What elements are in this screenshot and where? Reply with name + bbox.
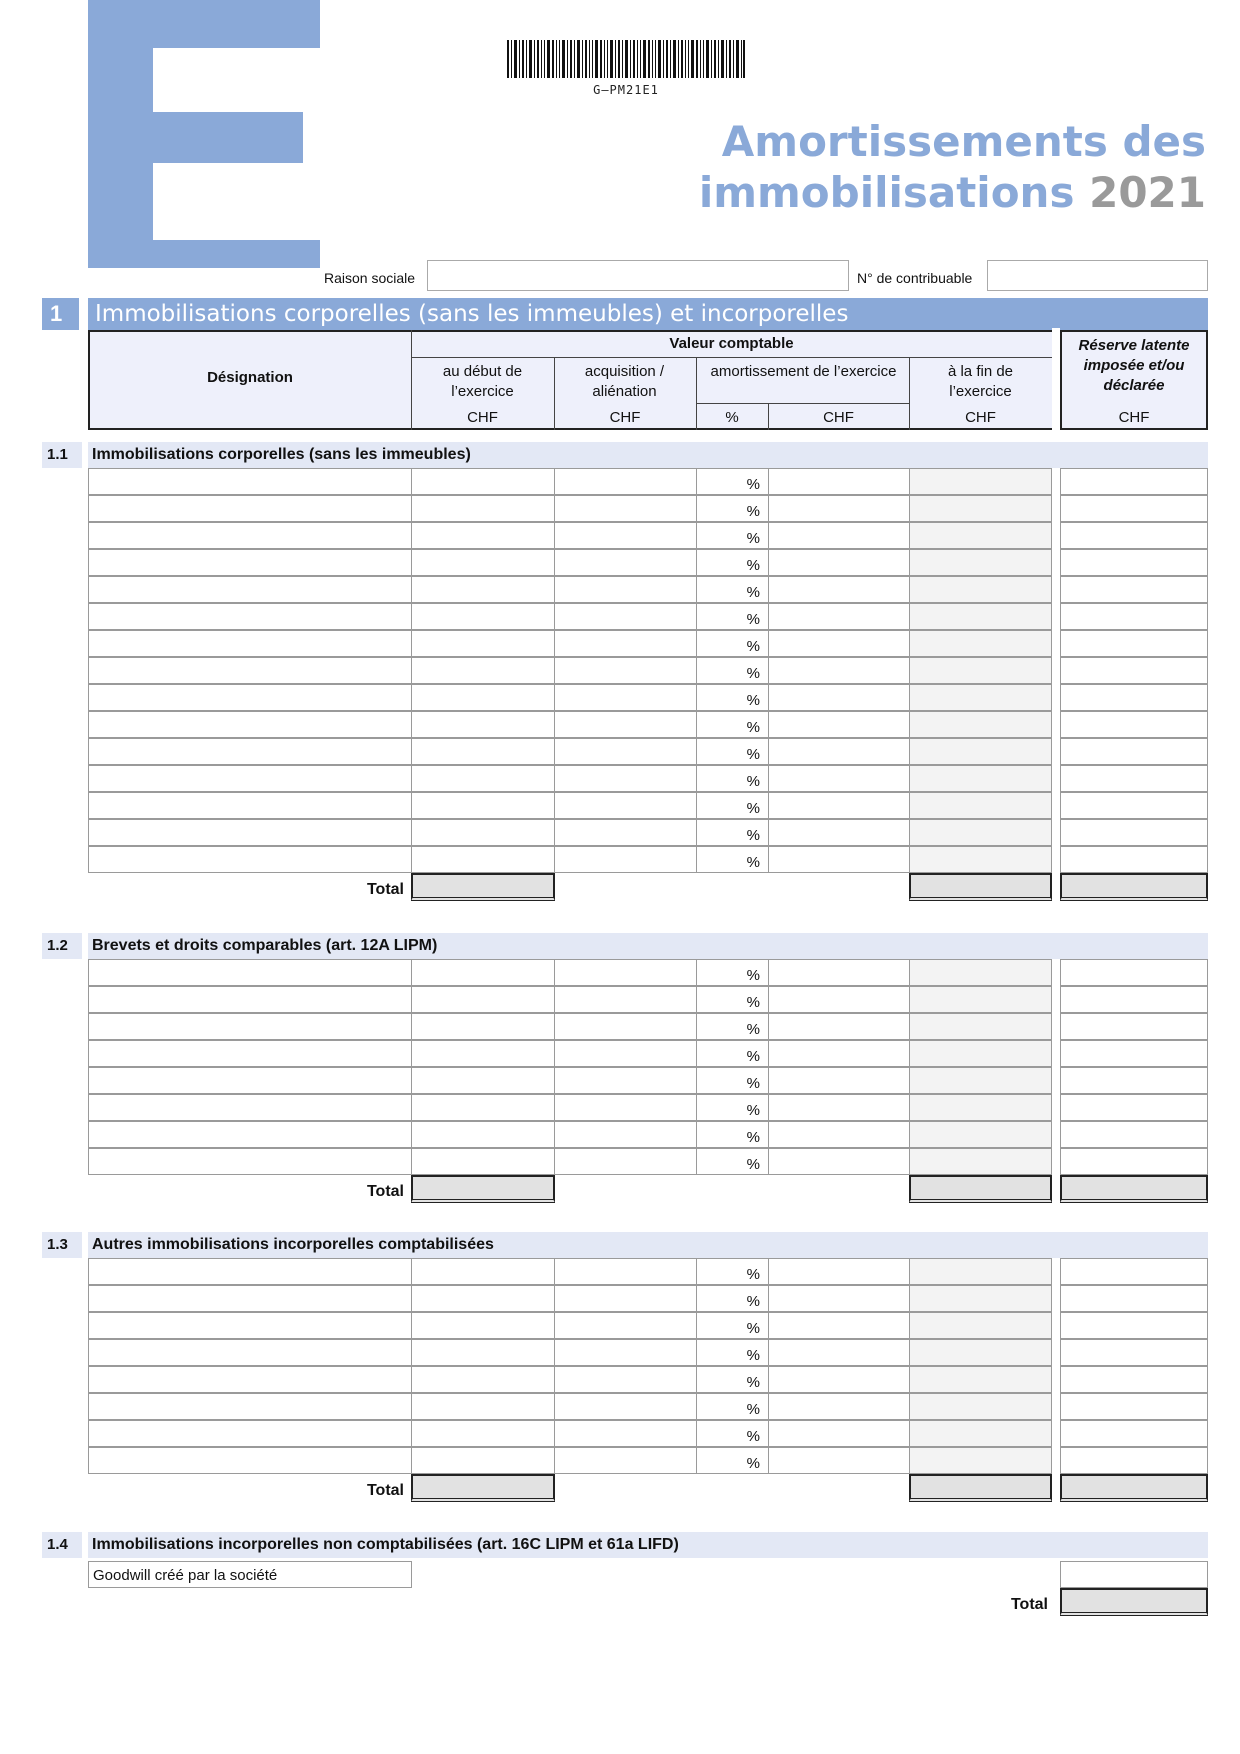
amort-pct-cell[interactable]: % [696,1094,769,1121]
amort-pct-cell[interactable]: % [696,603,769,630]
acquisition-cell[interactable] [554,1339,697,1366]
page-title [699,116,1206,218]
amort-pct-cell[interactable]: % [696,468,769,495]
amort-pct-cell[interactable]: % [696,1393,769,1420]
debut-cell[interactable] [411,819,555,846]
designation-cell[interactable] [88,959,412,986]
debut-cell[interactable] [411,522,555,549]
amort-pct-cell[interactable]: % [696,1258,769,1285]
amort-pct-cell[interactable]: % [696,684,769,711]
debut-cell[interactable] [411,576,555,603]
subsection-title: Brevets et droits comparables (art. 12A LIPM) [88,933,1208,959]
designation-cell[interactable] [88,765,412,792]
table-row [0,1393,1240,1420]
acquisition-cell[interactable] [554,495,697,522]
subsection-title: Autres immobilisations incorporelles comptabilisées [88,1232,1208,1258]
fin-cell [909,576,1052,603]
reserve-cell[interactable] [1060,1040,1208,1067]
fin-cell [909,846,1052,873]
contribuable-label: N° de contribuable [857,270,973,286]
table-row [0,959,1240,986]
acquisition-cell[interactable] [554,603,697,630]
reserve-cell[interactable] [1060,549,1208,576]
amort-pct-cell[interactable]: % [696,765,769,792]
total-reserve-field[interactable] [1060,873,1208,901]
fin-cell [909,603,1052,630]
amort-chf-cell[interactable] [768,1121,910,1148]
designation-cell[interactable] [88,657,412,684]
fin-cell [909,819,1052,846]
amort-pct-cell[interactable]: % [696,522,769,549]
total-reserve-field[interactable] [1060,1588,1208,1616]
reserve-cell[interactable] [1060,1447,1208,1474]
debut-cell[interactable] [411,738,555,765]
fin-cell [909,1013,1052,1040]
designation-cell[interactable] [88,1285,412,1312]
amort-chf-cell[interactable] [768,1312,910,1339]
total-fin-field[interactable] [909,1474,1052,1502]
debut-cell[interactable] [411,1312,555,1339]
reserve-cell[interactable] [1060,1121,1208,1148]
debut-cell[interactable] [411,1067,555,1094]
table-row [0,1420,1240,1447]
chf-unit: CHF [609,409,641,426]
col-valeur-comptable: Valeur comptable [669,335,794,352]
reserve-cell[interactable] [1060,738,1208,765]
debut-cell[interactable] [411,711,555,738]
table-row [0,1040,1240,1067]
debut-cell[interactable] [411,1366,555,1393]
amort-pct-cell[interactable]: % [696,1420,769,1447]
debut-cell[interactable] [411,1040,555,1067]
amort-chf-cell[interactable] [768,1148,910,1175]
amort-chf-cell[interactable] [768,630,910,657]
amort-chf-cell[interactable] [768,576,910,603]
reserve-cell[interactable] [1060,657,1208,684]
table-row [0,1366,1240,1393]
acquisition-cell[interactable] [554,846,697,873]
acquisition-cell[interactable] [554,468,697,495]
total-debut-field[interactable] [411,1474,555,1502]
fin-cell [909,765,1052,792]
acquisition-cell[interactable] [554,684,697,711]
table-row [0,657,1240,684]
amort-chf-cell[interactable] [768,1040,910,1067]
table-row [0,765,1240,792]
amort-pct-cell[interactable]: % [696,1121,769,1148]
acquisition-cell[interactable] [554,765,697,792]
table-row [0,711,1240,738]
subsection-title: Immobilisations incorporelles non comptabilisées (art. 16C LIPM et 61a LIFD) [88,1532,1208,1558]
subsection-title: Immobilisations corporelles (sans les immeubles) [88,442,1208,468]
designation-cell[interactable] [88,738,412,765]
reserve-cell[interactable] [1060,1148,1208,1175]
reserve-cell[interactable] [1060,846,1208,873]
fin-cell [909,1121,1052,1148]
amort-chf-cell[interactable] [768,765,910,792]
amort-chf-cell[interactable] [768,986,910,1013]
debut-cell[interactable] [411,1121,555,1148]
designation-cell[interactable] [88,1013,412,1040]
title-line-1: Amortissements des [721,117,1206,166]
amort-chf-cell[interactable] [768,959,910,986]
amort-pct-cell[interactable]: % [696,986,769,1013]
acquisition-cell[interactable] [554,1393,697,1420]
designation-cell[interactable] [88,1067,412,1094]
debut-cell[interactable] [411,1148,555,1175]
amort-pct-cell[interactable]: % [696,738,769,765]
acquisition-cell[interactable] [554,576,697,603]
amort-pct-cell[interactable]: % [696,959,769,986]
acquisition-cell[interactable] [554,959,697,986]
debut-cell[interactable] [411,765,555,792]
chf-unit: CHF [1118,409,1150,426]
fin-cell [909,959,1052,986]
fin-cell [909,1148,1052,1175]
amort-chf-cell[interactable] [768,549,910,576]
fin-cell [909,792,1052,819]
total-reserve-field[interactable] [1060,1175,1208,1203]
chf-unit: CHF [823,409,854,426]
amort-chf-cell[interactable] [768,819,910,846]
debut-cell[interactable] [411,846,555,873]
reserve-cell[interactable] [1060,495,1208,522]
amort-pct-cell[interactable]: % [696,1285,769,1312]
acquisition-cell[interactable] [554,819,697,846]
debut-cell[interactable] [411,1013,555,1040]
designation-cell[interactable] [88,576,412,603]
acquisition-cell[interactable] [554,1013,697,1040]
table-row [0,1013,1240,1040]
amort-chf-cell[interactable] [768,1420,910,1447]
col-designation: Désignation [207,369,293,386]
designation-cell[interactable] [88,603,412,630]
acquisition-cell[interactable] [554,1067,697,1094]
amort-chf-cell[interactable] [768,738,910,765]
reserve-cell[interactable] [1060,576,1208,603]
fin-cell [909,1393,1052,1420]
fin-cell [909,1067,1052,1094]
fin-cell [909,522,1052,549]
table-row [0,576,1240,603]
debut-cell[interactable] [411,468,555,495]
fin-cell [909,657,1052,684]
reserve-cell[interactable] [1060,1258,1208,1285]
acquisition-cell[interactable] [554,1121,697,1148]
amort-chf-cell[interactable] [768,1067,910,1094]
amort-pct-cell[interactable]: % [696,711,769,738]
designation-cell[interactable] [88,495,412,522]
reserve-cell[interactable] [1060,765,1208,792]
designation-cell[interactable] [88,711,412,738]
designation-cell[interactable] [88,1121,412,1148]
goodwill-reserve-field[interactable] [1060,1561,1208,1588]
reserve-cell[interactable] [1060,630,1208,657]
reserve-cell[interactable] [1060,959,1208,986]
amort-pct-cell[interactable]: % [696,549,769,576]
section-number: 1 [42,298,79,330]
table-row [0,1258,1240,1285]
fin-cell [909,495,1052,522]
designation-cell[interactable] [88,549,412,576]
fin-cell [909,986,1052,1013]
amort-pct-cell[interactable]: % [696,657,769,684]
amort-pct-cell[interactable]: % [696,1067,769,1094]
acquisition-cell[interactable] [554,549,697,576]
fin-cell [909,711,1052,738]
acquisition-cell[interactable] [554,657,697,684]
amort-chf-cell[interactable] [768,603,910,630]
acquisition-cell[interactable] [554,1094,697,1121]
debut-cell[interactable] [411,1094,555,1121]
amort-chf-cell[interactable] [768,1339,910,1366]
amort-pct-cell[interactable]: % [696,1339,769,1366]
fin-cell [909,468,1052,495]
debut-cell[interactable] [411,630,555,657]
acquisition-cell[interactable] [554,1040,697,1067]
amort-chf-cell[interactable] [768,684,910,711]
table-row [0,846,1240,873]
col-acquisition: acquisition / aliénation [584,363,665,400]
table-row [0,792,1240,819]
total-fin-field[interactable] [909,873,1052,901]
debut-cell[interactable] [411,657,555,684]
table-row [0,522,1240,549]
table-row [0,738,1240,765]
acquisition-cell[interactable] [554,986,697,1013]
chf-unit: CHF [965,409,996,426]
acquisition-cell[interactable] [554,792,697,819]
amort-pct-cell[interactable]: % [696,819,769,846]
acquisition-cell[interactable] [554,1148,697,1175]
acquisition-cell[interactable] [554,1312,697,1339]
debut-cell[interactable] [411,792,555,819]
debut-cell[interactable] [411,603,555,630]
reserve-cell[interactable] [1060,711,1208,738]
total-reserve-field[interactable] [1060,1474,1208,1502]
amort-chf-cell[interactable] [768,468,910,495]
designation-cell[interactable] [88,1420,412,1447]
amort-chf-cell[interactable] [768,657,910,684]
fin-cell [909,630,1052,657]
debut-cell[interactable] [411,1339,555,1366]
reserve-cell[interactable] [1060,1366,1208,1393]
amort-pct-cell[interactable]: % [696,630,769,657]
amort-pct-cell[interactable]: % [696,792,769,819]
total-label: Total [366,1183,404,1200]
pct-unit: % [725,409,739,426]
amort-chf-cell[interactable] [768,495,910,522]
designation-cell[interactable] [88,1393,412,1420]
amort-pct-cell[interactable]: % [696,1040,769,1067]
debut-cell[interactable] [411,1285,555,1312]
designation-cell[interactable] [88,684,412,711]
table-row [0,1067,1240,1094]
title-line-2: immobilisations 2021 [698,168,1206,217]
designation-cell[interactable] [88,1040,412,1067]
reserve-cell[interactable] [1060,1393,1208,1420]
reserve-cell[interactable] [1060,1420,1208,1447]
reserve-cell[interactable] [1060,792,1208,819]
debut-cell[interactable] [411,684,555,711]
amort-pct-cell[interactable]: % [696,576,769,603]
debut-cell[interactable] [411,1393,555,1420]
debut-cell[interactable] [411,1447,555,1474]
designation-cell[interactable] [88,1094,412,1121]
total-debut-field[interactable] [411,1175,555,1203]
designation-cell[interactable] [88,819,412,846]
amort-chf-cell[interactable] [768,1366,910,1393]
acquisition-cell[interactable] [554,1258,697,1285]
acquisition-cell[interactable] [554,738,697,765]
designation-cell[interactable] [88,986,412,1013]
reserve-cell[interactable] [1060,1312,1208,1339]
fin-cell [909,1040,1052,1067]
reserve-cell[interactable] [1060,1285,1208,1312]
acquisition-cell[interactable] [554,711,697,738]
subsection-number: 1.2 [42,933,82,959]
amort-chf-cell[interactable] [768,1094,910,1121]
raison-sociale-field[interactable] [427,260,849,291]
amort-pct-cell[interactable]: % [696,1366,769,1393]
reserve-cell[interactable] [1060,468,1208,495]
table-row [0,1447,1240,1474]
subsection-number: 1.4 [42,1532,82,1558]
designation-cell[interactable] [88,1447,412,1474]
chf-unit: CHF [467,409,498,426]
amort-chf-cell[interactable] [768,711,910,738]
designation-cell[interactable] [88,522,412,549]
subsection-number: 1.3 [42,1232,82,1258]
col-debut: au début de l’exercice [442,363,523,400]
form-letter-logo [88,0,320,268]
amort-chf-cell[interactable] [768,1013,910,1040]
table-row [0,684,1240,711]
designation-cell[interactable] [88,1258,412,1285]
amort-chf-cell[interactable] [768,522,910,549]
acquisition-cell[interactable] [554,522,697,549]
fin-cell [909,1420,1052,1447]
fin-cell [909,1094,1052,1121]
debut-cell[interactable] [411,1420,555,1447]
debut-cell[interactable] [411,959,555,986]
col-fin: à la fin de l’exercice [947,363,1014,400]
debut-cell[interactable] [411,986,555,1013]
reserve-cell[interactable] [1060,819,1208,846]
reserve-cell[interactable] [1060,1067,1208,1094]
table-row [0,603,1240,630]
acquisition-cell[interactable] [554,1366,697,1393]
acquisition-cell[interactable] [554,1447,697,1474]
designation-cell[interactable] [88,630,412,657]
table-row [0,986,1240,1013]
table-row [0,1148,1240,1175]
designation-cell[interactable] [88,846,412,873]
reserve-cell[interactable] [1060,986,1208,1013]
fin-cell [909,1447,1052,1474]
title-year: 2021 [1089,168,1206,217]
total-fin-field[interactable] [909,1175,1052,1203]
fin-cell [909,1366,1052,1393]
designation-cell[interactable] [88,1366,412,1393]
raison-sociale-label: Raison sociale [324,270,416,286]
table-row [0,1094,1240,1121]
debut-cell[interactable] [411,549,555,576]
total-label: Total [366,881,404,898]
amort-chf-cell[interactable] [768,1447,910,1474]
fin-cell [909,549,1052,576]
col-reserve: Réserve latente imposée et/ou déclarée [1078,337,1190,394]
reserve-cell[interactable] [1060,1013,1208,1040]
amort-pct-cell[interactable]: % [696,846,769,873]
total-debut-field[interactable] [411,873,555,901]
designation-cell[interactable] [88,468,412,495]
amort-chf-cell[interactable] [768,1285,910,1312]
amort-pct-cell[interactable]: % [696,495,769,522]
barcode [507,40,745,78]
amort-chf-cell[interactable] [768,1393,910,1420]
total-label: Total [366,1482,404,1499]
designation-cell[interactable] [88,1339,412,1366]
table-row [0,468,1240,495]
reserve-cell[interactable] [1060,1339,1208,1366]
reserve-cell[interactable] [1060,603,1208,630]
reserve-cell[interactable] [1060,1094,1208,1121]
acquisition-cell[interactable] [554,630,697,657]
amort-pct-cell[interactable]: % [696,1013,769,1040]
amort-pct-cell[interactable]: % [696,1148,769,1175]
table-row [0,1285,1240,1312]
table-row [0,549,1240,576]
reserve-cell[interactable] [1060,522,1208,549]
designation-cell[interactable] [88,792,412,819]
col-amortissement: amortissement de l’exercice [710,363,897,380]
amort-pct-cell[interactable]: % [696,1447,769,1474]
fin-cell [909,738,1052,765]
debut-cell[interactable] [411,495,555,522]
table-row [0,630,1240,657]
designation-cell[interactable] [88,1148,412,1175]
subsection-number: 1.1 [42,442,82,468]
reserve-cell[interactable] [1060,684,1208,711]
acquisition-cell[interactable] [554,1420,697,1447]
fin-cell [909,1258,1052,1285]
total-label: Total [1010,1596,1048,1613]
section-title: Immobilisations corporelles (sans les immeubles) et incorporelles [88,298,1208,330]
amort-chf-cell[interactable] [768,1258,910,1285]
acquisition-cell[interactable] [554,1285,697,1312]
table-row [0,1121,1240,1148]
amort-chf-cell[interactable] [768,792,910,819]
debut-cell[interactable] [411,1258,555,1285]
table-row [0,495,1240,522]
amort-pct-cell[interactable]: % [696,1312,769,1339]
fin-cell [909,1312,1052,1339]
fin-cell [909,1339,1052,1366]
table-row [0,819,1240,846]
form-code: G–PM21E1 [593,83,659,97]
table-row [0,1339,1240,1366]
goodwill-label: Goodwill créé par la société [88,1561,412,1588]
fin-cell [909,1285,1052,1312]
designation-cell[interactable] [88,1312,412,1339]
table-row [0,1312,1240,1339]
fin-cell [909,684,1052,711]
contribuable-field[interactable] [987,260,1208,291]
amort-chf-cell[interactable] [768,846,910,873]
